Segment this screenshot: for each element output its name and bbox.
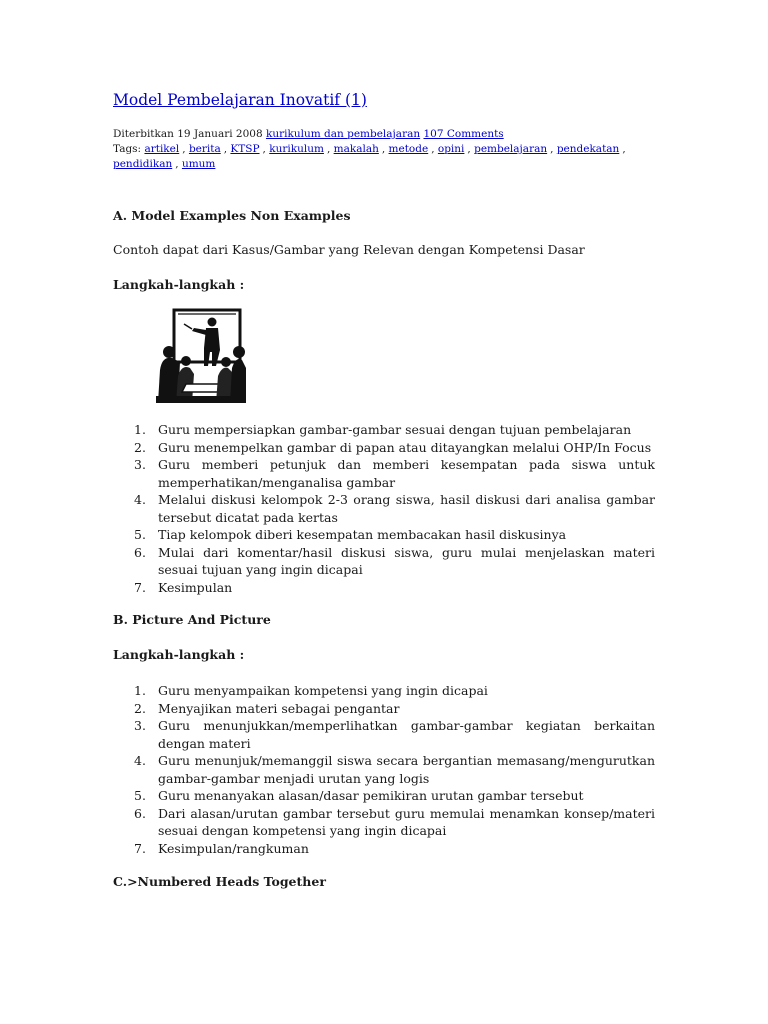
tag-link[interactable]: pendekatan bbox=[556, 143, 620, 155]
tag-link[interactable]: KTSP bbox=[230, 143, 260, 155]
list-item: 1. Guru menyampaikan kompetensi yang ingin dicapai bbox=[134, 683, 488, 698]
tag-link[interactable]: metode bbox=[388, 143, 429, 155]
list-item: 3. Guru memberi petunjuk dan memberi kesempatan pada siswa untuk memperhatikan/menganalisa gambar bbox=[134, 457, 655, 490]
list-item: 5. Guru menanyakan alasan/dasar pemikiran urutan gambar tersebut bbox=[134, 788, 584, 803]
list-item: 5. Tiap kelompok diberi kesempatan membacakan hasil diskusinya bbox=[134, 527, 567, 542]
tag-link[interactable]: artikel bbox=[144, 143, 180, 155]
list-item: 6. Dari alasan/urutan gambar tersebut guru memulai menamkan konsep/materi sesuai dengan kompetensi yang ingin dicapai bbox=[134, 805, 655, 838]
tag-link[interactable]: pendidikan bbox=[113, 158, 173, 170]
tag-link[interactable]: berita bbox=[188, 143, 221, 155]
published-date: Diterbitkan 19 Januari 2008 bbox=[113, 128, 263, 140]
post-title-link[interactable]: Model Pembelajaran Inovatif (1) bbox=[113, 91, 367, 109]
teacher-presentation-icon bbox=[156, 306, 246, 403]
tag-link[interactable]: pembelajaran bbox=[474, 143, 548, 155]
list-item: 7. Kesimpulan bbox=[134, 579, 233, 595]
section-c-heading: C.>Numbered Heads Together bbox=[113, 874, 326, 889]
tags-line: Tags: artikel , berita , KTSP , kurikulum , makalah , metode , opini , pembelajaran , pendekatan , pendidikan , umum bbox=[113, 143, 626, 170]
tag-link[interactable]: umum bbox=[181, 158, 216, 170]
list-item: 6. Mulai dari komentar/hasil diskusi siswa, guru mulai menjelaskan materi sesuai tujuan yang ingin dicapai bbox=[134, 544, 655, 577]
section-a-steps-heading: Langkah-langkah : bbox=[113, 277, 245, 292]
list-item: 1. Guru mempersiapkan gambar-gambar sesuai dengan tujuan pembelajaran bbox=[134, 422, 632, 437]
tag-link[interactable]: kurikulum bbox=[269, 143, 324, 155]
post-meta bbox=[113, 127, 658, 172]
list-item: 2. Guru menempelkan gambar di papan atau ditayangkan melalui OHP/In Focus bbox=[134, 439, 652, 455]
list-item: 3. Guru menunjukkan/memperlihatkan gambar-gambar kegiatan berkaitan dengan materi bbox=[134, 718, 655, 751]
list-item: 2. Menyajikan materi sebagai pengantar bbox=[134, 700, 400, 716]
section-a-intro: Contoh dapat dari Kasus/Gambar yang Relevan dengan Kompetensi Dasar bbox=[113, 242, 585, 257]
tag-link[interactable]: makalah bbox=[333, 143, 379, 155]
section-b-steps bbox=[113, 682, 655, 857]
list-item: 4. Guru menunjuk/memanggil siswa secara bergantian memasang/mengurutkan gambar-gambar menjadi urutan yang logis bbox=[134, 753, 655, 786]
category-link[interactable]: kurikulum dan pembelajaran bbox=[265, 128, 421, 140]
section-b-steps-heading: Langkah-langkah : bbox=[113, 647, 245, 662]
comments-link[interactable]: 107 Comments bbox=[423, 128, 504, 140]
section-a-heading: A. Model Examples Non Examples bbox=[113, 208, 351, 223]
section-b-heading: B. Picture And Picture bbox=[113, 612, 271, 627]
list-item: 4. Melalui diskusi kelompok 2-3 orang siswa, hasil diskusi dari analisa gambar tersebut dicatat pada kertas bbox=[134, 492, 655, 525]
list-item: 7. Kesimpulan/rangkuman bbox=[134, 840, 309, 856]
teacher-presentation-svg bbox=[156, 306, 246, 403]
tags-label: Tags: bbox=[113, 143, 142, 155]
post-meta-line bbox=[113, 127, 658, 142]
section-a-steps bbox=[113, 421, 655, 596]
tag-link[interactable]: opini bbox=[437, 143, 465, 155]
